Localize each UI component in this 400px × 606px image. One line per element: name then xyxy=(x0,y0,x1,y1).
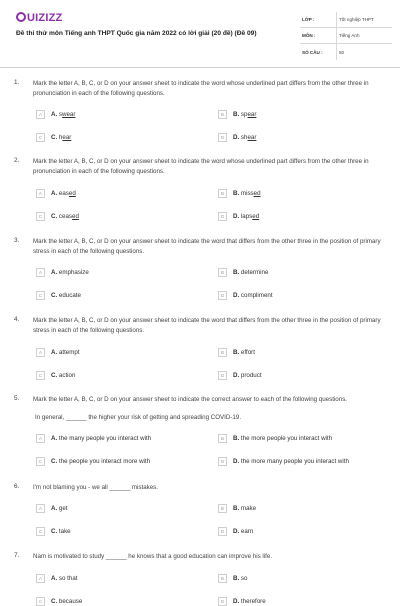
meta-row-count xyxy=(300,44,392,60)
option-label xyxy=(51,505,68,512)
answer-option-d[interactable] xyxy=(218,596,266,606)
answer-option-c[interactable] xyxy=(36,211,79,221)
meta-value: Tốt nghiệp THPT xyxy=(336,12,392,27)
option-prefix: A. xyxy=(51,504,58,512)
option-prefix: A. xyxy=(51,110,58,118)
option-text: educate xyxy=(58,291,81,299)
option-text: ceas xyxy=(58,212,72,220)
question-text: Mark the letter A, B, C, or D on your answer sheet to indicate the correct answer to each of the following questions. xyxy=(33,396,348,403)
option-text: attempt xyxy=(58,348,80,356)
option-letter-box: D xyxy=(218,597,227,606)
answer-option-b[interactable] xyxy=(218,109,256,119)
answer-option-b[interactable] xyxy=(218,347,255,357)
question-number: 2. xyxy=(14,157,20,164)
answer-option-d[interactable] xyxy=(218,290,273,300)
option-underlined-part: ed xyxy=(72,212,79,220)
option-letter-box: A xyxy=(36,574,45,583)
option-underlined-part: ed xyxy=(68,189,76,197)
option-prefix: B. xyxy=(233,504,240,512)
option-prefix: D. xyxy=(233,133,240,141)
option-letter-box: A xyxy=(36,504,45,513)
option-letter-box: B xyxy=(218,348,227,357)
option-letter-box: B xyxy=(218,268,227,277)
option-label xyxy=(51,349,80,356)
option-letter-box: B xyxy=(218,504,227,513)
question-number: 4. xyxy=(14,316,20,323)
option-label xyxy=(233,213,259,220)
option-letter-box: C xyxy=(36,527,45,536)
option-text: make xyxy=(240,504,257,512)
option-text: therefore xyxy=(240,597,266,605)
document-title: Đề thi thử môn Tiếng anh THPT Quốc gia năm 2022 có lời giải (20 đề) (Đề 09) xyxy=(16,30,257,37)
answer-option-a[interactable] xyxy=(36,347,80,357)
option-label xyxy=(233,111,256,118)
answer-option-c[interactable] xyxy=(36,132,71,142)
option-prefix: A. xyxy=(51,434,58,442)
question-text: Mark the letter A, B, C, or D on your answer sheet to indicate the word whose underlined part differs from the other three in pronunciation in each of the following questions. xyxy=(33,158,369,175)
option-prefix: D. xyxy=(233,291,240,299)
logo-q-icon xyxy=(16,12,26,22)
option-label xyxy=(51,111,75,118)
option-letter-box: A xyxy=(36,348,45,357)
option-prefix: C. xyxy=(51,457,58,465)
answer-option-c[interactable] xyxy=(36,456,150,466)
option-prefix: D. xyxy=(233,457,240,465)
option-label xyxy=(233,292,273,299)
answer-option-a[interactable] xyxy=(36,188,76,198)
answer-option-d[interactable] xyxy=(218,526,253,536)
meta-key: MÔN : xyxy=(302,33,316,38)
option-label xyxy=(51,435,151,442)
answer-option-b[interactable] xyxy=(218,573,247,583)
option-prefix: B. xyxy=(233,189,240,197)
option-label xyxy=(233,505,256,512)
option-text: so that xyxy=(58,574,78,582)
meta-row-class xyxy=(300,12,392,28)
option-underlined-part: wear xyxy=(62,110,76,118)
option-text: earn xyxy=(240,527,254,535)
option-label xyxy=(233,190,261,197)
answer-option-b[interactable] xyxy=(218,433,332,443)
option-prefix: D. xyxy=(233,212,240,220)
option-prefix: D. xyxy=(233,527,240,535)
option-letter-box: A xyxy=(36,268,45,277)
answer-option-b[interactable] xyxy=(218,503,256,513)
option-prefix: C. xyxy=(51,133,58,141)
question-number: 3. xyxy=(14,237,20,244)
option-letter-box: A xyxy=(36,189,45,198)
option-letter-box: B xyxy=(218,434,227,443)
option-label xyxy=(233,435,332,442)
answer-option-c[interactable] xyxy=(36,370,75,380)
option-letter-box: C xyxy=(36,212,45,221)
option-text: the more people you interact with xyxy=(240,434,333,442)
quizizz-logo: UIZIZZ xyxy=(16,12,62,24)
option-underlined-part: ear xyxy=(62,133,72,141)
answer-option-d[interactable] xyxy=(218,370,262,380)
answer-option-a[interactable] xyxy=(36,267,89,277)
option-prefix: D. xyxy=(233,371,240,379)
option-prefix: A. xyxy=(51,348,58,356)
option-text: action xyxy=(58,371,76,379)
option-text: sh xyxy=(240,133,248,141)
question-number: 1. xyxy=(14,79,20,86)
option-letter-box: D xyxy=(218,133,227,142)
question-number: 7. xyxy=(14,552,20,559)
question-text: I'm not blaming you - we all ______ mistakes. xyxy=(33,484,158,491)
option-label xyxy=(233,598,266,605)
option-letter-box: C xyxy=(36,597,45,606)
option-prefix: A. xyxy=(51,268,58,276)
option-label xyxy=(51,213,79,220)
meta-key: LỚP : xyxy=(302,17,315,22)
option-prefix: D. xyxy=(233,597,240,605)
option-letter-box: D xyxy=(218,291,227,300)
option-label xyxy=(51,292,81,299)
meta-row-subject xyxy=(300,28,392,44)
question-number: 6. xyxy=(14,483,20,490)
option-prefix: A. xyxy=(51,574,58,582)
answer-option-a[interactable] xyxy=(36,573,78,583)
question-text: Mark the letter A, B, C, or D on your answer sheet to indicate the word that differs from the other three in the position of primary stress in each of the following questions. xyxy=(33,317,381,334)
answer-option-c[interactable] xyxy=(36,526,71,536)
option-prefix: C. xyxy=(51,527,58,535)
option-letter-box: D xyxy=(218,527,227,536)
answer-option-a[interactable] xyxy=(36,433,151,443)
document-header xyxy=(0,0,400,68)
option-label xyxy=(233,458,349,465)
answer-option-d[interactable] xyxy=(218,211,259,221)
option-text: the more many people you interact with xyxy=(240,457,349,465)
question-text: Mark the letter A, B, C, or D on your answer sheet to indicate the word whose underlined part differs from the other three in pronunciation in each of the following questions. xyxy=(33,80,369,97)
question-text: Nam is motivated to study ______ he knows that a good education can improve his life. xyxy=(33,553,273,560)
question-stem: In general, ______ the higher your risk of getting and spreading COVID-19. xyxy=(35,414,242,421)
option-letter-box: A xyxy=(36,110,45,119)
answer-option-d[interactable] xyxy=(218,132,256,142)
option-prefix: B. xyxy=(233,574,240,582)
option-letter-box: C xyxy=(36,457,45,466)
meta-value: 50 xyxy=(336,44,392,60)
option-text: so xyxy=(240,574,248,582)
option-underlined-part: ear xyxy=(247,110,257,118)
answer-option-c[interactable] xyxy=(36,290,81,300)
answer-option-b[interactable] xyxy=(218,188,261,198)
option-text: the many people you interact with xyxy=(58,434,152,442)
option-letter-box: D xyxy=(218,457,227,466)
question-text: Mark the letter A, B, C, or D on your answer sheet to indicate the word that differs from the other three in the position of primary stress in each of the following questions. xyxy=(33,238,381,255)
option-text: s xyxy=(58,110,63,118)
option-text: get xyxy=(58,504,68,512)
option-prefix: C. xyxy=(51,597,58,605)
option-letter-box: B xyxy=(218,189,227,198)
option-letter-box: C xyxy=(36,133,45,142)
option-label xyxy=(51,598,82,605)
option-text: effort xyxy=(240,348,255,356)
option-prefix: C. xyxy=(51,291,58,299)
option-text: sp xyxy=(240,110,248,118)
option-prefix: A. xyxy=(51,189,58,197)
option-prefix: B. xyxy=(233,110,240,118)
answer-option-d[interactable] xyxy=(218,456,349,466)
question-number: 5. xyxy=(14,395,20,402)
meta-key: SỐ CÂU : xyxy=(302,49,323,55)
option-text: the people you interact more with xyxy=(58,457,151,465)
answer-option-b[interactable] xyxy=(218,267,268,277)
option-letter-box: D xyxy=(218,212,227,221)
option-letter-box: B xyxy=(218,574,227,583)
option-label xyxy=(51,190,76,197)
option-label xyxy=(51,575,78,582)
option-label xyxy=(233,528,253,535)
option-label xyxy=(233,575,247,582)
option-letter-box: A xyxy=(36,434,45,443)
option-prefix: B. xyxy=(233,268,240,276)
option-text: laps xyxy=(240,212,253,220)
option-label xyxy=(51,134,71,141)
option-prefix: C. xyxy=(51,371,58,379)
option-text: miss xyxy=(240,189,254,197)
option-text: determine xyxy=(240,268,269,276)
option-label xyxy=(51,372,75,379)
option-label xyxy=(233,349,255,356)
answer-option-c[interactable] xyxy=(36,596,82,606)
option-label xyxy=(233,372,262,379)
option-letter-box: C xyxy=(36,371,45,380)
option-label xyxy=(51,528,71,535)
answer-option-a[interactable] xyxy=(36,503,68,513)
answer-option-a[interactable] xyxy=(36,109,75,119)
meta-table xyxy=(300,12,392,60)
option-letter-box: C xyxy=(36,291,45,300)
option-text: compliment xyxy=(240,291,273,299)
option-prefix: B. xyxy=(233,348,240,356)
option-underlined-part: ear xyxy=(247,133,257,141)
option-text: product xyxy=(240,371,262,379)
option-label xyxy=(51,269,89,276)
option-prefix: B. xyxy=(233,434,240,442)
option-text: take xyxy=(58,527,71,535)
option-prefix: C. xyxy=(51,212,58,220)
option-text: because xyxy=(58,597,83,605)
option-text: emphasize xyxy=(58,268,89,276)
option-underlined-part: ed xyxy=(253,189,261,197)
option-text: eas xyxy=(58,189,69,197)
option-label xyxy=(51,458,150,465)
meta-value: Tiếng Anh xyxy=(336,28,392,43)
option-text: h xyxy=(58,133,63,141)
option-label xyxy=(233,134,256,141)
option-letter-box: B xyxy=(218,110,227,119)
option-label xyxy=(233,269,268,276)
option-underlined-part: ed xyxy=(252,212,260,220)
option-letter-box: D xyxy=(218,371,227,380)
